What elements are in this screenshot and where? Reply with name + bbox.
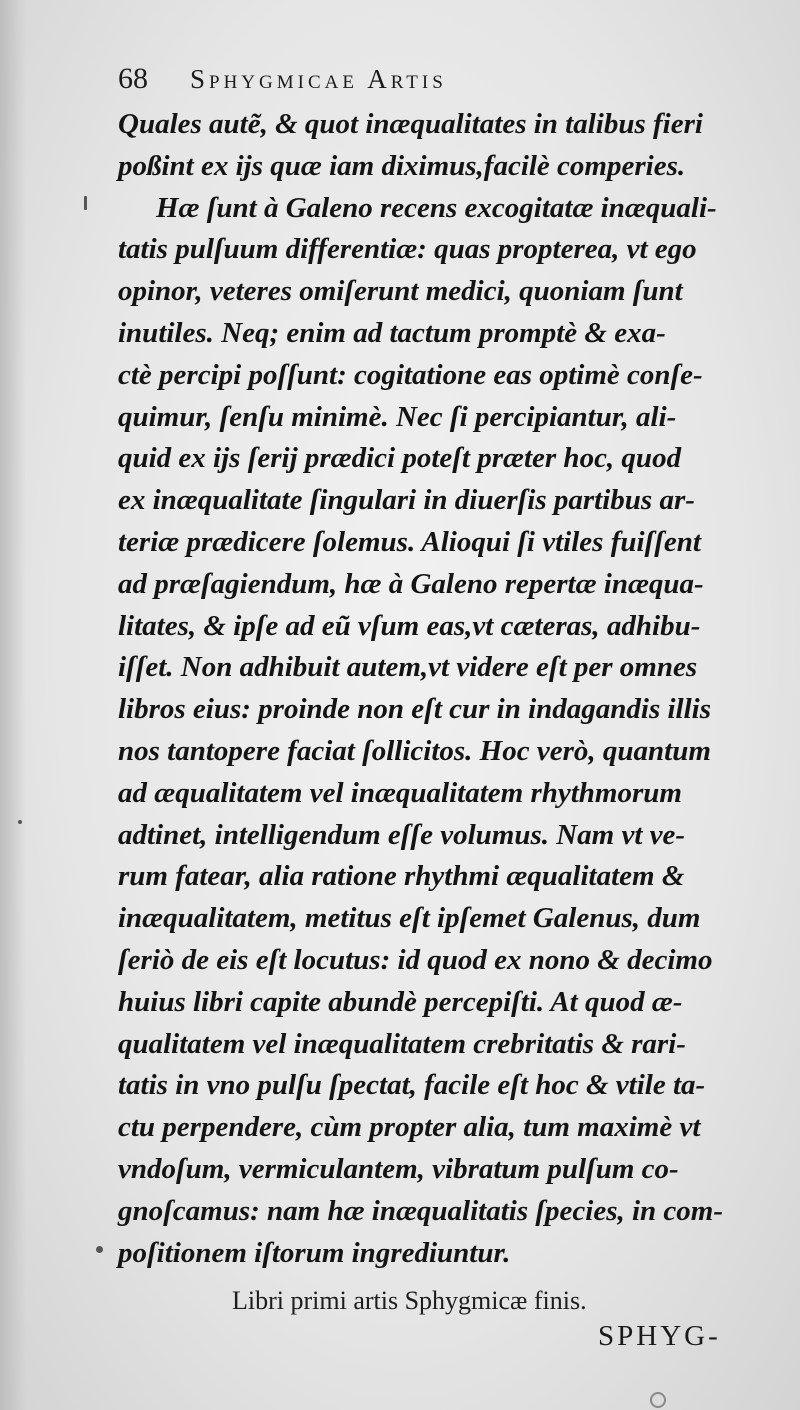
text-line: tatis pulſuum differentiæ: quas propterea, vt ego — [118, 233, 697, 266]
text-line: iſſet. Non adhibuit autem,vt videre eſt per omnes — [118, 651, 698, 684]
running-title: Sphygmicae Artis — [190, 64, 447, 94]
text-line: libros eius: proinde non eſt cur in indagandis illis — [118, 693, 712, 726]
ink-speck — [84, 196, 87, 210]
text-line: huius libri capite abundè percepiſti. At quod æ- — [118, 985, 683, 1018]
text-line: ex inæqualitate ſingulari in diuerſis partibus ar- — [118, 484, 695, 517]
body-text — [118, 104, 766, 1274]
text-line: teriæ prædicere ſolemus. Alioqui ſi vtiles fuiſſent — [118, 525, 701, 558]
ink-speck — [96, 1246, 103, 1253]
text-line: quimur, ſenſu minimè. Nec ſi percipiantur, ali- — [118, 400, 677, 433]
page-header — [118, 62, 678, 106]
text-line: inutiles. Neq; enim ad tactum promptè & exa- — [118, 316, 666, 349]
text-line: adtinet, intelligendum eſſe volumus. Nam vt ve- — [118, 818, 686, 851]
text-line: rum fatear, alia ratione rhythmi æqualitatem & — [118, 860, 685, 893]
gutter-shadow — [0, 0, 26, 1410]
text-line: nos tantopere faciat ſollicitos. Hoc verò, quantum — [118, 734, 711, 767]
text-line: ctè percipi poſſunt: cogitatione eas optimè conſe- — [118, 358, 703, 391]
catchword: SPHYG- — [598, 1320, 721, 1352]
text-line: ſeriò de eis eſt locutus: id quod ex nono & decimo — [118, 943, 713, 976]
text-line: quid ex ijs ſerij prædici poteſt præter hoc, quod — [118, 442, 682, 475]
text-line: vndoſum, vermiculantem, vibratum pulſum co- — [118, 1152, 679, 1185]
text-line: inæqualitatem, metitus eſt ipſemet Galenus, dum — [118, 902, 701, 935]
ink-speck — [18, 820, 22, 824]
page-number: 68 — [118, 62, 148, 95]
text-line: gnoſcamus: nam hæ inæqualitatis ſpecies, in com- — [118, 1194, 724, 1227]
text-line: qualitatem vel inæqualitatem crebritatis & rari- — [118, 1027, 686, 1060]
text-line: Quales autẽ, & quot inæqualitates in talibus fieri — [118, 108, 703, 140]
ink-speck — [650, 1392, 666, 1408]
text-line: poßint ex ijs quæ iam diximus,facilè comperies. — [118, 149, 686, 182]
text-line: Hæ ſunt à Galeno recens excogitatæ inæquali- — [156, 191, 717, 224]
book-end-note: Libri primi artis Sphygmicæ finis. — [232, 1286, 587, 1315]
text-line: poſitionem iſtorum ingrediuntur. — [118, 1236, 511, 1269]
text-line: litates, & ipſe ad eũ vſum eas,vt cæteras, adhibu- — [118, 609, 701, 642]
text-line: opinor, veteres omiſerunt medici, quoniam ſunt — [118, 275, 683, 308]
text-line: tatis in vno pulſu ſpectat, facile eſt hoc & vtile ta- — [118, 1069, 706, 1102]
text-line: ad æqualitatem vel inæqualitatem rhythmorum — [118, 776, 682, 809]
text-line: ctu perpendere, cùm propter alia, tum maximè vt — [118, 1111, 701, 1144]
text-line: ad præſagiendum, hæ à Galeno repertæ inæqua- — [118, 567, 704, 600]
